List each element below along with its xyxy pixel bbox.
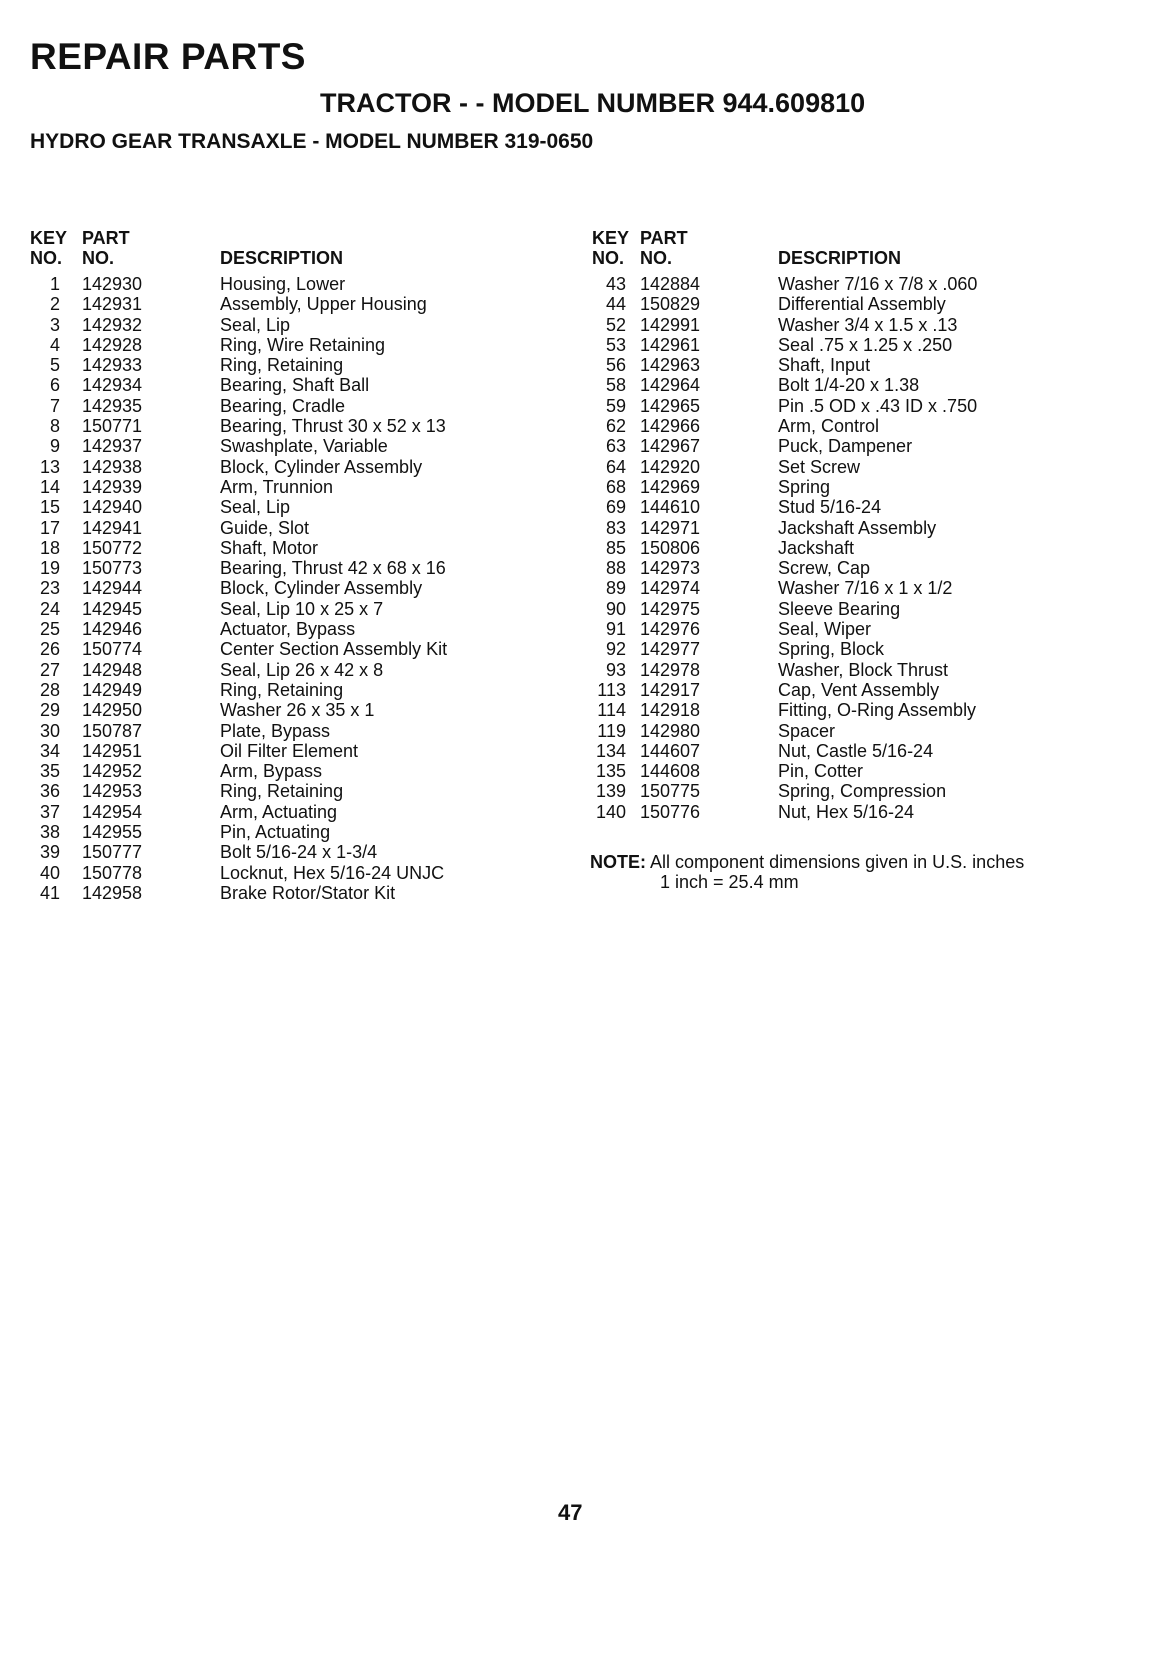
key-no: 43 [605, 274, 626, 294]
key-no: 29 [39, 700, 60, 721]
part-description: Assembly, Upper Housing [220, 294, 427, 315]
part-description: Center Section Assembly Kit [220, 639, 448, 660]
part-no: 142958 [82, 882, 143, 903]
part-description: Bearing, Shaft Ball [220, 375, 370, 396]
part-description: Brake Rotor/Stator Kit [220, 882, 396, 903]
part-description: Ring, Retaining [220, 355, 344, 376]
part-no: 142935 [82, 395, 143, 416]
part-description: Arm, Bypass [220, 761, 323, 782]
part-description: Ring, Wire Retaining [220, 334, 386, 355]
key-no: 14 [39, 476, 60, 497]
part-description: Seal, Lip [220, 497, 291, 518]
part-no: 142920 [640, 456, 701, 477]
part-no: 150829 [640, 294, 701, 315]
note-label: NOTE: [590, 852, 646, 872]
part-description: Plate, Bypass [220, 720, 331, 741]
part-no: 142946 [82, 619, 143, 640]
part-description: Pin .5 OD x .43 ID x .750 [778, 395, 978, 416]
key-header-top: KEY [592, 228, 630, 248]
key-header-top: KEY [30, 228, 68, 248]
part-no: 142966 [640, 416, 701, 437]
part-description: Ring, Retaining [220, 679, 344, 700]
part-no: 142974 [640, 578, 701, 599]
key-no: 63 [605, 436, 626, 457]
part-no: 144608 [640, 761, 701, 782]
part-no: 142951 [82, 740, 143, 761]
key-no: 37 [39, 801, 60, 822]
key-no: 85 [605, 537, 626, 558]
part-no: 150778 [82, 862, 143, 883]
part-description: Washer 7/16 x 7/8 x .060 [778, 274, 978, 294]
key-no: 68 [605, 476, 626, 497]
part-description: Actuator, Bypass [220, 619, 356, 640]
part-no: 150775 [640, 781, 701, 802]
key-header-bottom: NO. [592, 248, 625, 268]
part-no: 150787 [82, 720, 143, 741]
part-no: 142953 [82, 781, 143, 802]
key-no: 44 [605, 294, 626, 315]
key-no: 6 [49, 375, 60, 396]
part-no: 142940 [82, 497, 143, 518]
part-no: 142955 [82, 822, 143, 843]
key-no: 25 [39, 619, 60, 640]
description-header: DESCRIPTION [220, 248, 344, 268]
tractor-model-heading: TRACTOR - - MODEL NUMBER 944.609810 [320, 88, 866, 118]
key-no: 38 [39, 822, 60, 843]
part-no: 142952 [82, 761, 143, 782]
part-description: Screw, Cap [778, 558, 871, 579]
part-description: Block, Cylinder Assembly [220, 578, 423, 599]
part-no: 142961 [640, 334, 701, 355]
key-no: 8 [49, 416, 60, 437]
part-header-top: PART [640, 228, 688, 248]
part-description: Spring, Compression [778, 781, 947, 802]
key-no: 114 [597, 700, 626, 721]
part-description: Cap, Vent Assembly [778, 679, 940, 700]
part-no: 142884 [640, 274, 701, 294]
part-no: 142917 [640, 679, 701, 700]
part-description: Puck, Dampener [778, 436, 913, 457]
part-no: 142933 [82, 355, 143, 376]
note-conversion: 1 inch = 25.4 mm [660, 872, 799, 892]
part-description: Housing, Lower [220, 274, 346, 294]
part-no: 142945 [82, 598, 143, 619]
part-no: 142938 [82, 456, 143, 477]
part-no: 142939 [82, 476, 143, 497]
key-no: 69 [605, 497, 626, 518]
part-header-top: PART [82, 228, 130, 248]
part-no: 142971 [640, 517, 701, 538]
key-no: 62 [605, 416, 626, 437]
key-header-bottom: NO. [30, 248, 63, 268]
key-no: 119 [597, 720, 626, 741]
part-description: Nut, Hex 5/16-24 [778, 801, 915, 822]
part-no: 142991 [640, 314, 701, 335]
key-no: 135 [595, 761, 626, 782]
part-description: Bearing, Thrust 30 x 52 x 13 [220, 416, 446, 437]
key-no: 4 [49, 334, 60, 355]
part-no: 142964 [640, 375, 701, 396]
part-description: Jackshaft [778, 537, 855, 558]
key-no: 56 [605, 355, 626, 376]
part-description: Jackshaft Assembly [778, 517, 937, 538]
key-no: 23 [39, 578, 60, 599]
key-no: 36 [39, 781, 60, 802]
part-no: 142941 [82, 517, 143, 538]
part-description: Seal, Lip 26 x 42 x 8 [220, 659, 384, 680]
part-description: Fitting, O-Ring Assembly [778, 700, 977, 721]
transaxle-model-heading: HYDRO GEAR TRANSAXLE - MODEL NUMBER 319-0650 [30, 130, 594, 153]
key-no: 92 [605, 639, 626, 660]
key-no: 18 [39, 537, 60, 558]
part-description: Washer 3/4 x 1.5 x .13 [778, 314, 958, 335]
key-no: 134 [595, 740, 626, 761]
part-no: 150774 [82, 639, 143, 660]
part-no: 144610 [640, 497, 701, 518]
key-no: 1 [49, 274, 60, 294]
part-description: Oil Filter Element [220, 740, 359, 761]
part-description: Arm, Trunnion [220, 476, 334, 497]
part-no: 142963 [640, 355, 701, 376]
part-description: Nut, Castle 5/16-24 [778, 740, 934, 761]
part-no: 150771 [82, 416, 143, 437]
part-no: 142948 [82, 659, 143, 680]
key-no: 27 [39, 659, 60, 680]
key-no: 88 [605, 558, 626, 579]
part-no: 150776 [640, 801, 701, 822]
part-no: 144607 [640, 740, 701, 761]
key-no: 139 [595, 781, 626, 802]
key-no: 53 [605, 334, 626, 355]
part-no: 142954 [82, 801, 143, 822]
key-no: 13 [39, 456, 60, 477]
part-description: Differential Assembly [778, 294, 946, 315]
part-no: 142980 [640, 720, 701, 741]
key-no: 58 [605, 375, 626, 396]
key-no: 30 [39, 720, 60, 741]
part-description: Bolt 1/4-20 x 1.38 [778, 375, 920, 396]
part-no: 150806 [640, 537, 701, 558]
key-no: 83 [605, 517, 626, 538]
part-no: 142973 [640, 558, 701, 579]
part-description: Guide, Slot [220, 517, 310, 538]
part-description: Spring [778, 476, 831, 497]
part-description: Seal, Lip 10 x 25 x 7 [220, 598, 384, 619]
part-no: 142977 [640, 639, 701, 660]
part-description: Ring, Retaining [220, 781, 344, 802]
part-description: Washer 26 x 35 x 1 [220, 700, 375, 721]
key-no: 40 [39, 862, 60, 883]
part-no: 150772 [82, 537, 143, 558]
part-description: Seal, Lip [220, 314, 291, 335]
part-no: 142934 [82, 375, 143, 396]
part-no: 142969 [640, 476, 701, 497]
key-no: 59 [605, 395, 626, 416]
key-no: 19 [39, 558, 60, 579]
part-description: Arm, Control [778, 416, 880, 437]
key-no: 39 [39, 842, 60, 863]
note-text: All component dimensions given in U.S. inches [650, 852, 1025, 872]
part-no: 142949 [82, 679, 143, 700]
part-no: 142967 [640, 436, 701, 457]
key-no: 2 [49, 294, 60, 315]
key-no: 113 [597, 679, 626, 700]
part-description: Seal .75 x 1.25 x .250 [778, 334, 953, 355]
part-description: Washer 7/16 x 1 x 1/2 [778, 578, 953, 599]
part-no: 142932 [82, 314, 143, 335]
part-description: Sleeve Bearing [778, 598, 901, 619]
part-no: 142931 [82, 294, 143, 315]
part-description: Bearing, Thrust 42 x 68 x 16 [220, 558, 446, 579]
description-header: DESCRIPTION [778, 248, 902, 268]
part-description: Bolt 5/16-24 x 1-3/4 [220, 842, 378, 863]
part-no: 142918 [640, 700, 701, 721]
part-description: Pin, Cotter [778, 761, 864, 782]
key-no: 89 [605, 578, 626, 599]
page-number: 47 [558, 1500, 583, 1525]
part-no: 142976 [640, 619, 701, 640]
key-no: 140 [595, 801, 626, 822]
part-no: 142965 [640, 395, 701, 416]
part-description: Swashplate, Variable [220, 436, 388, 457]
key-no: 91 [605, 619, 626, 640]
part-description: Stud 5/16-24 [778, 497, 882, 518]
part-no: 142928 [82, 334, 143, 355]
part-no: 142950 [82, 700, 143, 721]
part-no: 150777 [82, 842, 143, 863]
key-no: 64 [605, 456, 626, 477]
part-description: Shaft, Motor [220, 537, 319, 558]
key-no: 3 [49, 314, 60, 335]
part-description: Set Screw [778, 456, 861, 477]
part-no: 142978 [640, 659, 701, 680]
key-no: 24 [39, 598, 60, 619]
part-no: 142930 [82, 274, 143, 294]
part-no: 142944 [82, 578, 143, 599]
part-description: Block, Cylinder Assembly [220, 456, 423, 477]
part-description: Bearing, Cradle [220, 395, 346, 416]
key-no: 26 [39, 639, 60, 660]
key-no: 5 [49, 355, 60, 376]
part-description: Spacer [778, 720, 836, 741]
key-no: 52 [605, 314, 626, 335]
key-no: 17 [39, 517, 60, 538]
part-description: Arm, Actuating [220, 801, 338, 822]
page-title: REPAIR PARTS [30, 36, 306, 77]
part-header-bottom: NO. [82, 248, 115, 268]
part-no: 150773 [82, 558, 143, 579]
key-no: 28 [39, 679, 60, 700]
part-description: Spring, Block [778, 639, 885, 660]
part-description: Pin, Actuating [220, 822, 331, 843]
key-no: 41 [39, 882, 60, 903]
part-header-bottom: NO. [640, 248, 673, 268]
part-no: 142937 [82, 436, 143, 457]
key-no: 35 [39, 761, 60, 782]
key-no: 7 [49, 395, 60, 416]
key-no: 90 [605, 598, 626, 619]
part-description: Shaft, Input [778, 355, 871, 376]
key-no: 93 [605, 659, 626, 680]
key-no: 34 [39, 740, 60, 761]
part-no: 142975 [640, 598, 701, 619]
key-no: 15 [39, 497, 60, 518]
part-description: Seal, Wiper [778, 619, 872, 640]
part-description: Washer, Block Thrust [778, 659, 949, 680]
key-no: 9 [49, 436, 60, 457]
part-description: Locknut, Hex 5/16-24 UNJC [220, 862, 445, 883]
